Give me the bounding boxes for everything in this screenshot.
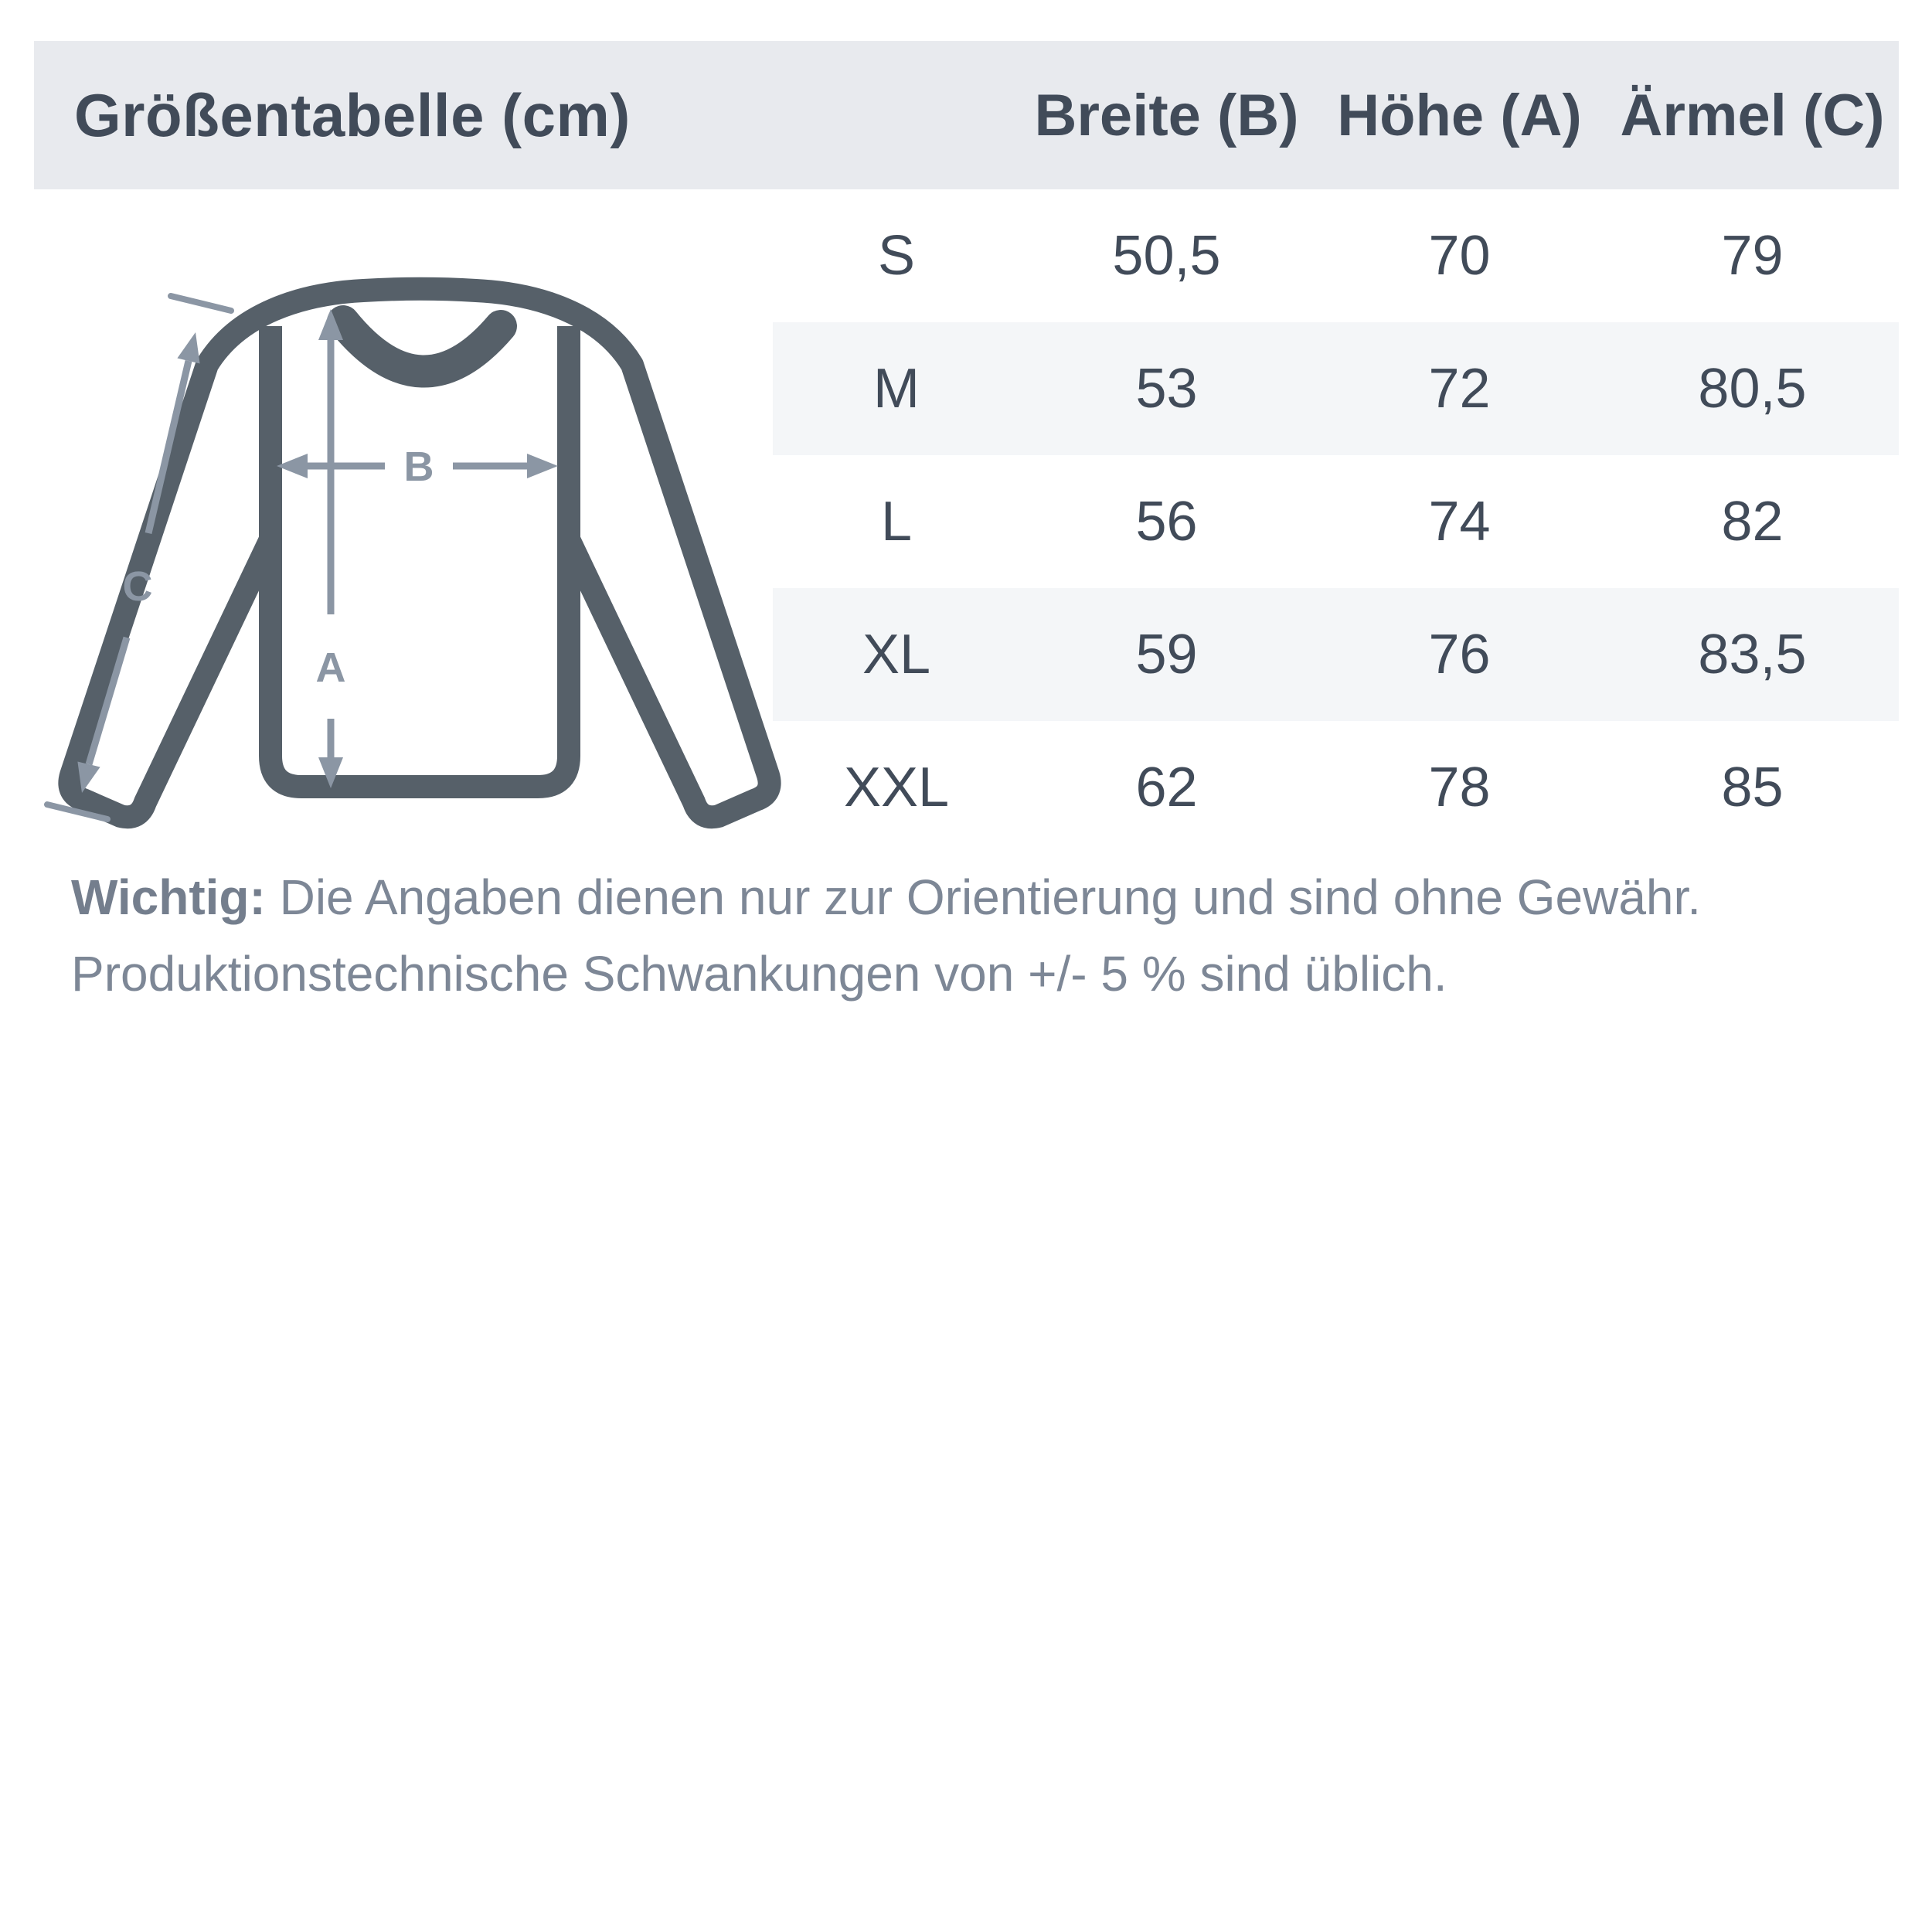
- table-row-m: [773, 322, 1899, 455]
- column-header-aermel: Ärmel (C): [1620, 82, 1885, 148]
- hoehe-value: 76: [1428, 624, 1491, 685]
- table-row-xxl: [773, 721, 1899, 854]
- size-label: XL: [862, 624, 931, 685]
- table-row-l: [773, 455, 1899, 588]
- breite-value: 53: [1135, 358, 1198, 420]
- aermel-value: 83,5: [1698, 624, 1807, 685]
- size-table-header: [34, 41, 1899, 189]
- breite-value: 56: [1135, 491, 1198, 553]
- size-table-body: [773, 189, 1899, 854]
- disclaimer-emphasis: Wichtig:: [71, 869, 266, 925]
- hoehe-value: 70: [1428, 225, 1491, 287]
- disclaimer-line-2: [71, 936, 1872, 1012]
- disclaimer-note: [71, 859, 1872, 1012]
- disclaimer-text-1: Die Angaben dienen nur zur Orientierung und sind ohne Gewähr.: [265, 869, 1702, 925]
- aermel-value: 80,5: [1698, 358, 1807, 420]
- measure-label-b: B: [403, 444, 434, 490]
- aermel-value: 85: [1721, 757, 1784, 818]
- breite-value: 50,5: [1112, 225, 1221, 287]
- disclaimer-line-1: [71, 859, 1872, 936]
- size-label: M: [873, 358, 920, 420]
- size-label: XXL: [843, 757, 950, 818]
- size-label: S: [877, 225, 916, 287]
- hoehe-value: 74: [1428, 491, 1491, 553]
- column-header-breite: Breite (B): [1034, 82, 1299, 148]
- aermel-value: 79: [1721, 225, 1784, 287]
- measure-label-a: A: [315, 645, 346, 691]
- sweater-measurement-diagram: [31, 193, 804, 842]
- page-title: Größentabelle (cm): [74, 80, 631, 149]
- table-row-s: [773, 189, 1899, 322]
- hoehe-value: 72: [1428, 358, 1491, 420]
- size-label: L: [880, 491, 913, 553]
- hoehe-value: 78: [1428, 757, 1491, 818]
- measure-tick-top: [171, 296, 231, 311]
- aermel-value: 82: [1721, 491, 1784, 553]
- measure-label-c: C: [122, 563, 153, 610]
- column-header-hoehe: Höhe (A): [1337, 82, 1582, 148]
- disclaimer-text-2: Produktionstechnische Schwankungen von +/- 5 % sind üblich.: [71, 946, 1447, 1002]
- breite-value: 59: [1135, 624, 1198, 685]
- table-row-xl: [773, 588, 1899, 721]
- breite-value: 62: [1135, 757, 1198, 818]
